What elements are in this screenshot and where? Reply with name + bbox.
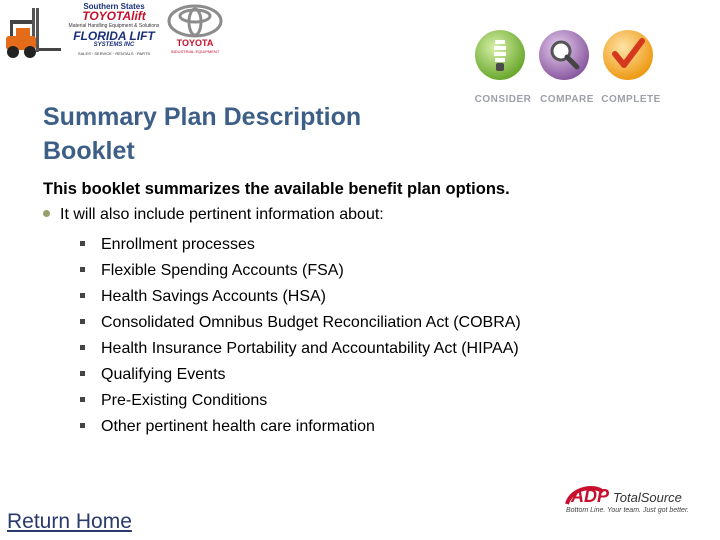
list-item: [80, 310, 521, 336]
page-title: Summary Plan Description Booklet: [43, 103, 362, 165]
company-tagline: Material Handling Equipment & Solutions: [68, 23, 160, 29]
toyota-emblem-icon: [166, 4, 224, 38]
checkmark-icon: [601, 28, 655, 82]
adp-tagline: Bottom Line. Your team. Just got better.: [566, 507, 689, 514]
toyota-wordmark: TOYOTA: [176, 38, 214, 48]
header-logos: [0, 0, 226, 62]
list-item-text: Flexible Spending Accounts (FSA): [101, 262, 344, 279]
list-item: [80, 258, 521, 284]
company2-name: FLORIDA LIFT: [73, 29, 155, 43]
process-label-consider: CONSIDER: [474, 94, 532, 105]
topic-list: [80, 232, 521, 440]
square-bullet-icon: [80, 345, 85, 350]
list-item-text: Pre-Existing Conditions: [101, 392, 268, 409]
square-bullet-icon: [80, 371, 85, 376]
sub-intro-text: It will also include pertinent information about:: [60, 206, 384, 223]
company-brand: TOYOTAlift: [82, 9, 146, 23]
toyota-sub: INDUSTRIAL EQUIPMENT: [170, 49, 220, 54]
process-label-compare: COMPARE: [540, 94, 594, 105]
sub-intro: [43, 206, 683, 224]
company2-tagline: SALES · SERVICE · RENTALS · PARTS: [77, 51, 151, 56]
list-item: [80, 414, 521, 440]
square-bullet-icon: [80, 241, 85, 246]
square-bullet-icon: [80, 267, 85, 272]
company-name: Southern States: [83, 2, 145, 11]
adp-brand: ADP: [571, 486, 610, 506]
square-bullet-icon: [80, 293, 85, 298]
list-item: [80, 336, 521, 362]
list-item: [80, 284, 521, 310]
company2-sub: SYSTEMS INC: [93, 42, 135, 48]
intro-text: This booklet summarizes the available benefit plan options.: [43, 180, 510, 198]
adp-totalsource-logo: [565, 484, 695, 520]
square-bullet-icon: [80, 423, 85, 428]
process-label-complete: COMPLETE: [601, 94, 661, 105]
magnifier-icon: [537, 28, 591, 82]
bullet-dot-icon: [43, 210, 50, 217]
list-item: [80, 362, 521, 388]
list-item-text: Health Insurance Portability and Accountability Act (HIPAA): [101, 340, 519, 357]
forklift-icon: [2, 2, 64, 60]
return-home-link[interactable]: Return Home: [7, 510, 132, 533]
lightbulb-icon: [473, 28, 527, 82]
list-item-text: Enrollment processes: [101, 236, 255, 253]
square-bullet-icon: [80, 397, 85, 402]
list-item-text: Consolidated Omnibus Budget Reconciliation Act (COBRA): [101, 314, 521, 331]
square-bullet-icon: [80, 319, 85, 324]
list-item-text: Health Savings Accounts (HSA): [101, 288, 326, 305]
list-item-text: Other pertinent health care information: [101, 418, 375, 435]
list-item: [80, 232, 521, 258]
list-item-text: Qualifying Events: [101, 366, 226, 383]
list-item: [80, 388, 521, 414]
adp-product: TotalSource: [613, 490, 682, 505]
